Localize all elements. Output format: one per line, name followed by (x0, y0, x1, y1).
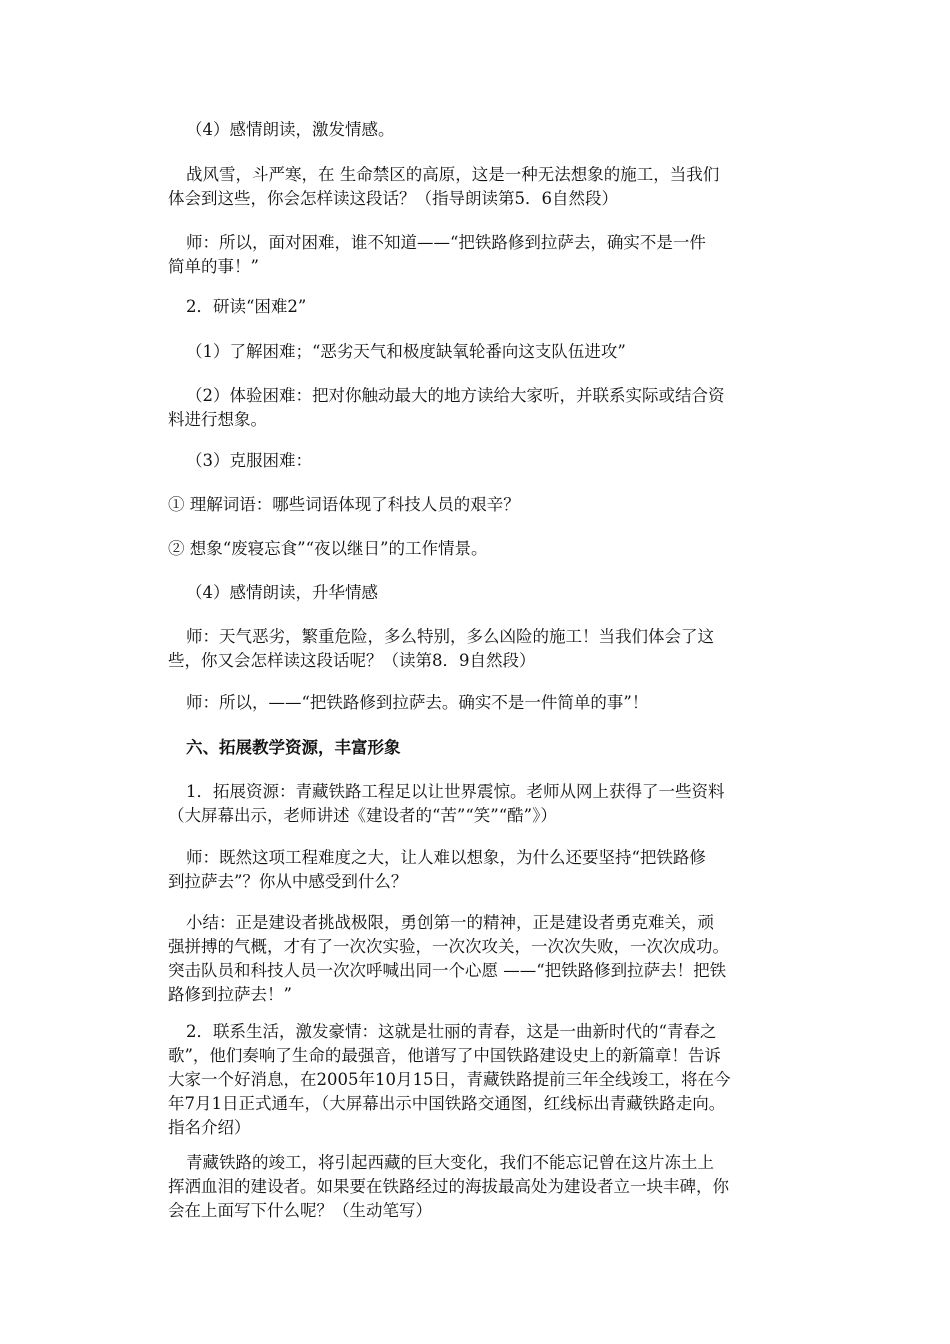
text-line: 指名介绍） (168, 1118, 251, 1137)
text-line: 2．研读“困难2” (186, 297, 307, 316)
paragraph-experience-difficulty (168, 384, 808, 432)
text-line: ② 想象“废寝忘食”“夜以继日”的工作情景。 (168, 539, 488, 558)
text-line: 会在上面写下什么呢？（生动笔写） (168, 1201, 432, 1220)
text-line: ① 理解词语：哪些词语体现了科技人员的艰辛？ (168, 495, 520, 514)
section-heading-six (168, 736, 808, 760)
text-line: 师：天气恶劣，繁重危险，多么特别，多么凶险的施工！当我们体会了这 (186, 627, 714, 646)
text-line: （4）感情朗读，升华情感 (186, 583, 378, 602)
text-line: 青藏铁路的竣工，将引起西藏的巨大变化，我们不能忘记曾在这片冻土上 (186, 1153, 714, 1172)
paragraph-teacher-so (168, 691, 808, 715)
paragraph-summary (168, 911, 808, 1007)
text-line: 强拼搏的气概，才有了一次次实验，一次次攻关，一次次失败，一次次成功。 (168, 937, 729, 956)
paragraph-expand-resources (168, 780, 808, 828)
text-line: 2．联系生活，激发豪情：这就是壮丽的青春，这是一曲新时代的“青春之 (186, 1022, 717, 1041)
text-line: 1．拓展资源：青藏铁路工程足以让世界震惊。老师从网上获得了一些资料 (186, 782, 725, 801)
paragraph-wind-snow (168, 163, 808, 211)
text-line: 小结：正是建设者挑战极限，勇创第一的精神，正是建设者勇克难关，顽 (186, 913, 714, 932)
text-line: 大家一个好消息，在2005年10月15日，青藏铁路提前三年全线竣工，将在今 (168, 1070, 731, 1089)
paragraph-railway-completion (168, 1151, 808, 1223)
text-line: （4）感情朗读，激发情感。 (186, 120, 395, 139)
text-line: 年7月1日正式通车，（大屏幕出示中国铁路交通图，红线标出青藏铁路走向。 (168, 1094, 726, 1113)
text-line: 到拉萨去”？你从中感受到什么？ (168, 872, 408, 891)
paragraph-teacher-weather (168, 625, 808, 673)
text-line: （3）克服困难： (186, 451, 312, 470)
paragraph-emotional-reading-1 (168, 118, 808, 142)
text-line: 路修到拉萨去！” (168, 985, 292, 1004)
text-line: 料进行想象。 (168, 410, 267, 429)
text-line: 战风雪，斗严寒，在 生命禁区的高原，这是一种无法想象的施工，当我们 (186, 165, 720, 184)
text-line: 歌”，他们奏响了生命的最强音，他谱写了中国铁路建设史上的新篇章！告诉 (168, 1046, 721, 1065)
text-line: 些，你又会怎样读这段话呢？（读第8．9自然段） (168, 651, 536, 670)
paragraph-emotional-reading-2 (168, 581, 808, 605)
paragraph-understand-words (168, 493, 808, 517)
text-line: 六、拓展教学资源，丰富形象 (186, 738, 401, 757)
text-line: 简单的事！” (168, 257, 259, 276)
text-line: 突击队员和科技人员一次次呼喊出同一个心愿 ——“把铁路修到拉萨去！把铁 (168, 961, 727, 980)
text-line: （2）体验困难：把对你触动最大的地方读给大家听，并联系实际或结合资 (186, 386, 725, 405)
text-line: 体会到这些，你会怎样读这段话？（指导朗读第5．6自然段） (168, 189, 618, 208)
text-line: （1）了解困难；“恶劣天气和极度缺氧轮番向这支队伍进攻” (186, 342, 626, 361)
paragraph-understand-difficulty (168, 340, 808, 364)
paragraph-overcome-difficulty (168, 449, 808, 473)
paragraph-teacher-difficulty (168, 231, 808, 279)
text-line: 挥洒血泪的建设者。如果要在铁路经过的海拔最高处为建设者立一块丰碑，你 (168, 1177, 729, 1196)
paragraph-imagine-scene (168, 537, 808, 561)
text-line: 师：所以，——“把铁路修到拉萨去。确实不是一件简单的事”！ (186, 693, 649, 712)
paragraph-connect-life (168, 1020, 808, 1140)
text-line: 师：所以，面对困难，谁不知道——“把铁路修到拉萨去，确实不是一件 (186, 233, 706, 252)
text-line: 师：既然这项工程难度之大，让人难以想象，为什么还要坚持“把铁路修 (186, 848, 706, 867)
text-line: （大屏幕出示，老师讲述《建设者的“苦”“笑”“酷”》） (168, 806, 557, 825)
paragraph-teacher-question (168, 846, 808, 894)
paragraph-study-difficulty-2 (168, 295, 808, 319)
